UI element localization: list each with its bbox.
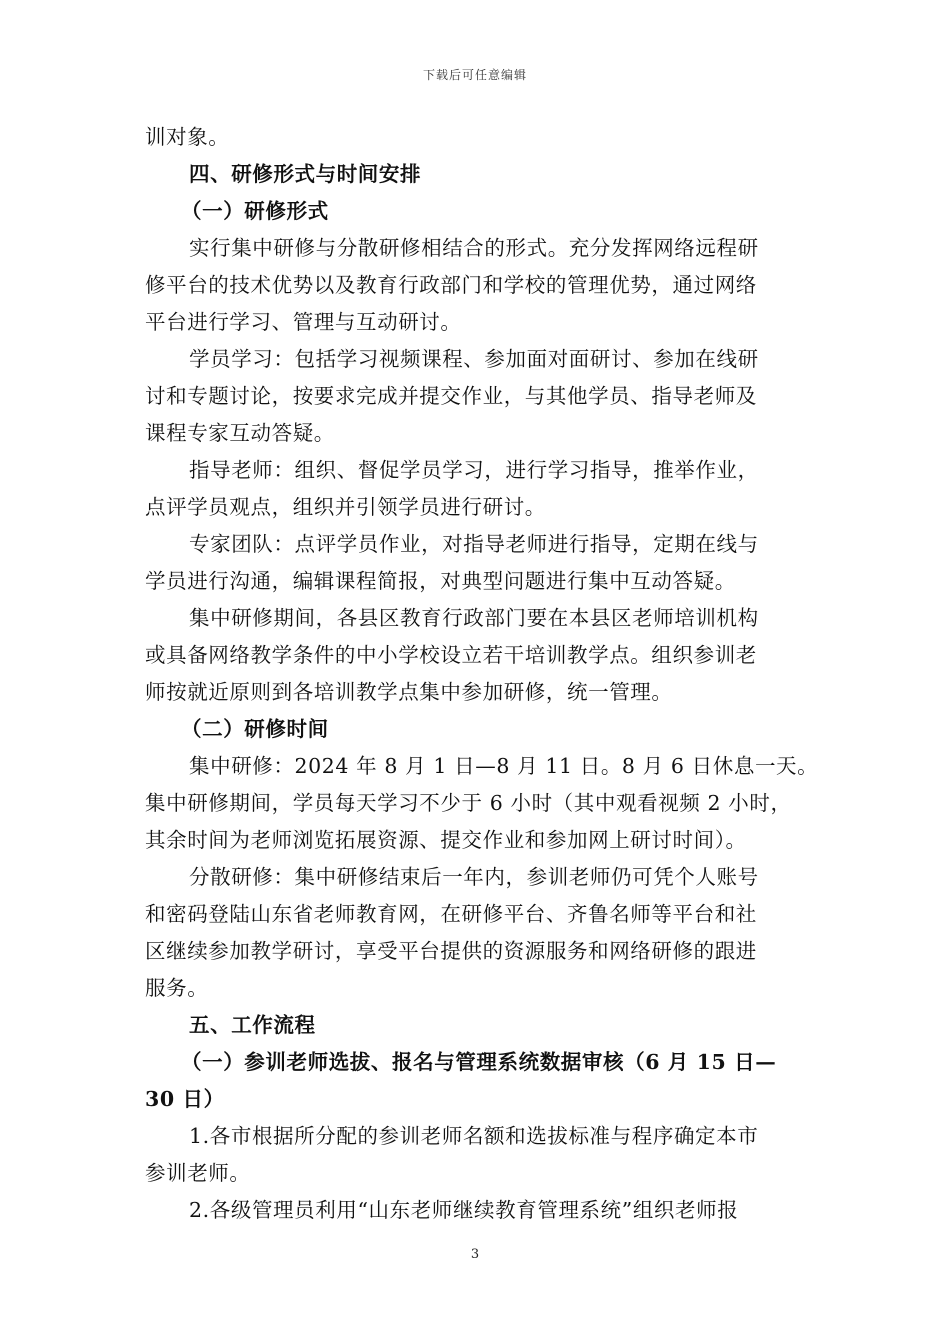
paragraph-line: 平台进行学习、管理与互动研讨。 [145, 310, 462, 334]
paragraph-line: 训对象。 [145, 125, 230, 149]
paragraph-line: 集中研修期间，学员每天学习不少于 6 小时（其中观看视频 2 小时， [145, 791, 792, 815]
paragraph-line: 分散研修：集中研修结束后一年内，参训老师仍可凭个人账号 [189, 865, 759, 889]
paragraph-line: 2.各级管理员利用“山东老师继续教育管理系统”组织老师报 [189, 1198, 739, 1222]
paragraph-line: 区继续参加教学研讨，享受平台提供的资源服务和网络研修的跟进 [145, 939, 757, 963]
paragraph-line: 课程专家互动答疑。 [145, 421, 335, 445]
paragraph-line: 集中研修期间，各县区教育行政部门要在本县区老师培训机构 [189, 606, 759, 630]
subsection-heading: （一）参训老师选拔、报名与管理系统数据审核（6 月 15 日— [181, 1050, 777, 1074]
paragraph-line: 集中研修：2024 年 8 月 1 日—8 月 11 日。8 月 6 日休息一天。 [189, 754, 819, 778]
paragraph-line: 或具备网络教学条件的中小学校设立若干培训教学点。组织参训老 [145, 643, 757, 667]
paragraph-line: 服务。 [145, 976, 209, 1000]
page-header: 下载后可任意编辑 [422, 68, 527, 82]
paragraph-line: 学员学习：包括学习视频课程、参加面对面研讨、参加在线研 [189, 347, 759, 371]
subsection-heading: （一）研修形式 [181, 199, 329, 223]
page-number: 3 [470, 1247, 480, 1262]
paragraph-line: 指导老师：组织、督促学员学习，进行学习指导，推举作业， [189, 458, 759, 482]
paragraph-line: 和密码登陆山东省老师教育网，在研修平台、齐鲁名师等平台和社 [145, 902, 757, 926]
paragraph-line: 师按就近原则到各培训教学点集中参加研修，统一管理。 [145, 680, 673, 704]
paragraph-line: 参训老师。 [145, 1161, 251, 1185]
paragraph-line: 实行集中研修与分散研修相结合的形式。充分发挥网络远程研 [189, 236, 759, 260]
section-heading: 四、研修形式与时间安排 [189, 162, 422, 186]
paragraph-line: 修平台的技术优势以及教育行政部门和学校的管理优势，通过网络 [145, 273, 757, 297]
paragraph-line: 其余时间为老师浏览拓展资源、提交作业和参加网上研讨时间）。 [145, 828, 747, 852]
paragraph-line: 学员进行沟通，编辑课程简报，对典型问题进行集中互动答疑。 [145, 569, 736, 593]
paragraph-line: 专家团队：点评学员作业，对指导老师进行指导，定期在线与 [189, 532, 759, 556]
paragraph-line: 点评学员观点，组织并引领学员进行研讨。 [145, 495, 546, 519]
paragraph-line: 讨和专题讨论，按要求完成并提交作业，与其他学员、指导老师及 [145, 384, 757, 408]
document-body [145, 119, 819, 1229]
section-heading: 五、工作流程 [189, 1013, 316, 1037]
paragraph-line: 1.各市根据所分配的参训老师名额和选拔标准与程序确定本市 [189, 1124, 759, 1148]
subsection-heading: （二）研修时间 [181, 717, 329, 741]
subsection-heading-continued: 30 日） [145, 1087, 225, 1111]
